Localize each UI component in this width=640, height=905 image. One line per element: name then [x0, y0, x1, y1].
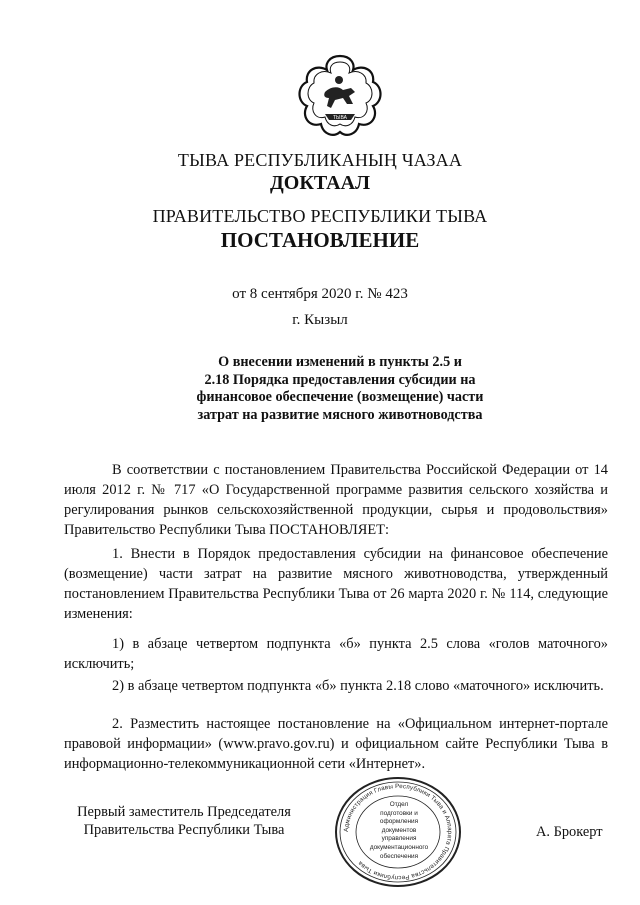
stamp-line: управления	[381, 835, 417, 843]
doc-date-number: от 8 сентября 2020 г. № 423	[232, 286, 408, 302]
signatory-position	[64, 803, 304, 839]
doc-title	[120, 354, 560, 424]
item-1-1-paragraph: 1) в абзаце четвертом подпункта «б» пункта 2.5 слова «голов маточного» исключить;	[64, 636, 608, 672]
stamp-inner-text	[364, 801, 434, 861]
republic-name-tuvan: ТЫВА РЕСПУБЛИКАНЫҢ ЧАЗАА	[177, 150, 463, 170]
stamp-line: обеспечения	[379, 852, 419, 860]
doc-type-ru: ПОСТАНОВЛЕНИЕ	[220, 228, 420, 252]
signatory-name: А. Брокерт	[536, 824, 603, 840]
tuva-coat-of-arms-icon	[295, 52, 385, 140]
item-1-paragraph: 1. Внести в Порядок предоставления субсидии на финансовое обеспечение (возмещение) части затрат на развитие мясного животноводства, утвержденный постановлением Правительства Республики Тыва от 26 марта 2020 г. № 114, следующие изменения:	[64, 546, 608, 622]
government-name-ru: ПРАВИТЕЛЬСТВО РЕСПУБЛИКИ ТЫВА	[152, 206, 488, 226]
item-2-paragraph: 2. Разместить настоящее постановление на «Официальном интернет-портале правовой информации» (www.pravo.gov.ru) и официальном сайте Республики Тыва в информационно-телекоммуникационной сети «Интернет».	[64, 716, 608, 772]
preamble-paragraph: В соответствии с постановлением Правительства Российской Федерации от 14 июля 2012 г. № 717 «О Государственной программе развития сельского хозяйства и регулирования рынков сельскохозяйственной продукции, сырья и продовольствия» Правительство Республики Тыва ПОСТАНОВЛЯЕТ:	[64, 462, 608, 538]
signatory-position-line: Первый заместитель Председателя	[77, 804, 291, 820]
stamp-ring-text: Администрация Главы Республики Тыва и Аппарата Правительства Республики Тыва	[342, 782, 454, 882]
stamp-line: Отдел	[389, 801, 409, 808]
title-line: О внесении изменений в пункты 2.5 и	[218, 354, 462, 370]
stamp-line: оформления документов	[379, 818, 419, 834]
doc-city: г. Кызыл	[292, 312, 348, 328]
title-line: 2.18 Порядка предоставления субсидии на	[204, 371, 476, 388]
doc-type-tuvan: ДОКТААЛ	[270, 172, 370, 194]
stamp-line: документационного	[369, 843, 429, 851]
title-line: затрат на развитие мясного животноводства	[197, 406, 483, 423]
title-line: финансовое обеспечение (возмещение) части	[196, 389, 484, 405]
item-1-2-paragraph: 2) в абзаце четвертом подпункта «б» пункта 2.18 слово «маточного» исключить.	[112, 678, 604, 694]
signatory-position-line: Правительства Республики Тыва	[83, 822, 285, 838]
stamp-line: подготовки и	[380, 809, 418, 817]
emblem-ribbon-text: ТЫВА	[333, 115, 347, 121]
